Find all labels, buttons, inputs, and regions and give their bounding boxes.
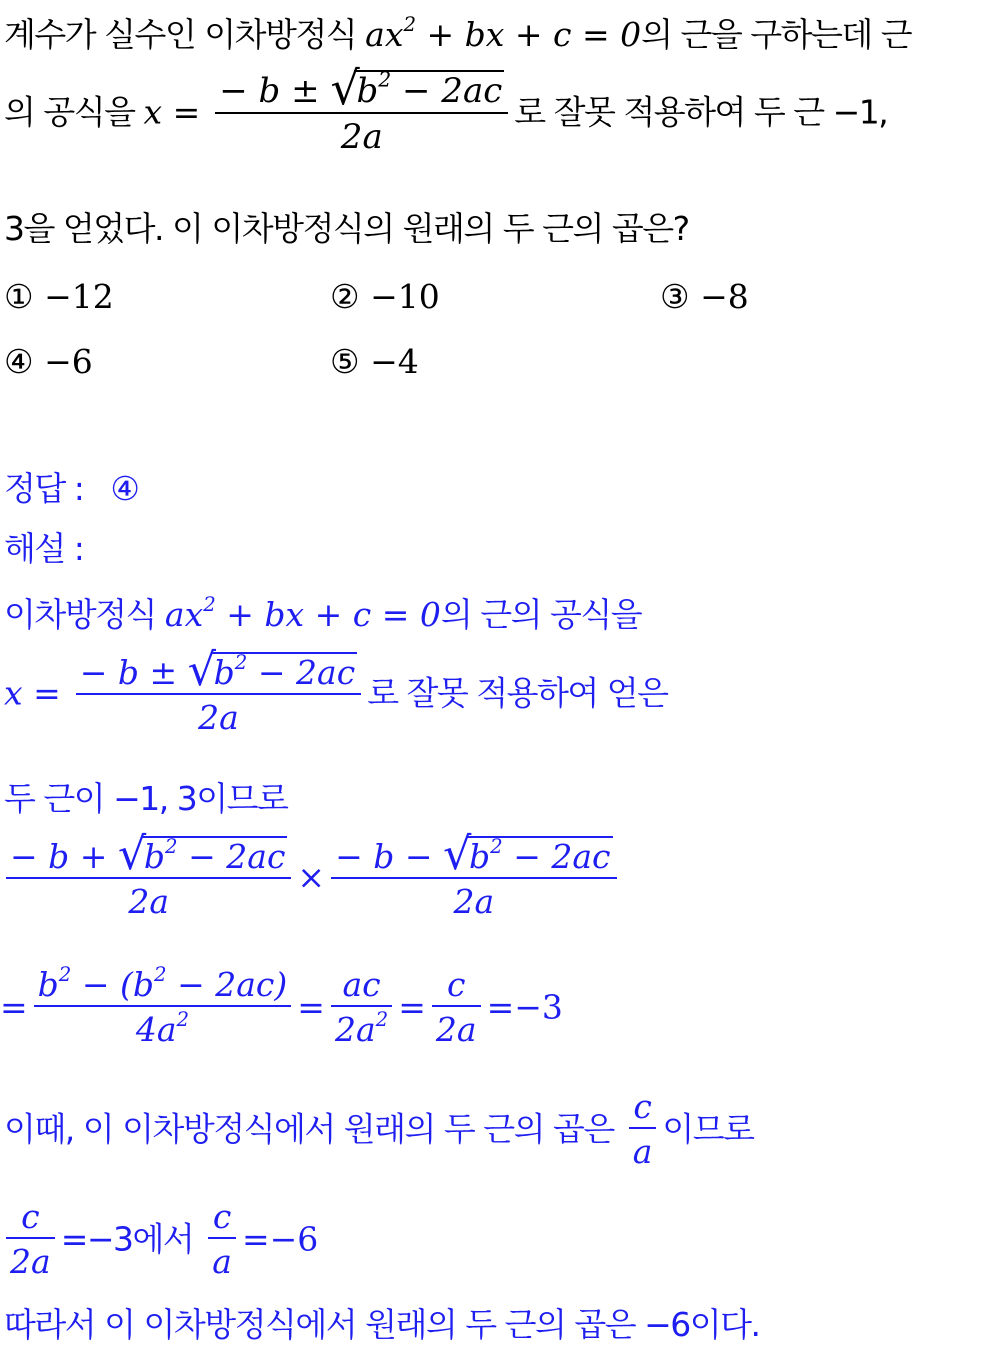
- explanation-step-1: 이차방정식 $ax^2$ + bx + c = 0의 근의 공식을: [4, 593, 642, 634]
- quadratic-equation: $ax^2$ + bx + c = 0: [164, 593, 441, 634]
- explanation-step-5: 이때, 이 이차방정식에서 원래의 두 근의 곱은 $\frac{c}{a}$ 이므로: [4, 1087, 754, 1171]
- wrong-formula-fraction: − b ± √ $b^2 - 2ac$ 2a: [76, 652, 361, 734]
- answer-label: 정답 :: [4, 469, 84, 508]
- answer-line: [4, 469, 139, 508]
- var-x: x =: [143, 92, 201, 132]
- problem-text-1: 계수가 실수인 이차방정식: [4, 15, 366, 54]
- root-plus-fraction: − b + √ $b^2 - 2ac$ 2a: [6, 836, 291, 918]
- explanation-label: 해설 :: [4, 529, 84, 568]
- choice-2[interactable]: ② −10: [330, 277, 440, 316]
- choice-5[interactable]: ⑤ −4: [330, 342, 419, 381]
- choice-4[interactable]: ④ −6: [4, 342, 93, 381]
- problem-text-2b: 로 잘못 적용하여 두 근 −1,: [514, 92, 888, 132]
- problem-line-3: 3을 얻었다. 이 이차방정식의 원래의 두 근의 곱은?: [4, 209, 689, 248]
- times-sign: ×: [297, 857, 326, 897]
- root-minus-fraction: − b − √ $b^2 - 2ac$ 2a: [331, 836, 616, 918]
- problem-line-2: [4, 61, 888, 157]
- quadratic-equation: $ax^2$ + bx + c = 0: [365, 13, 642, 54]
- problem-line-1: [4, 13, 912, 54]
- explanation-conclusion: 따라서 이 이차방정식에서 원래의 두 근의 곱은 −6이다.: [4, 1305, 760, 1344]
- explanation-step-2: x = − b ± √ $b^2 - 2ac$ 2a 로 잘못 적용하여 얻은: [4, 644, 668, 737]
- choice-1[interactable]: ① −12: [4, 277, 114, 316]
- explanation-step-3: 두 근이 −1, 3이므로: [4, 779, 288, 818]
- problem-text-2: 의 공식을: [4, 92, 144, 132]
- answer-value: ④: [110, 469, 139, 508]
- choice-3[interactable]: ③ −8: [660, 277, 749, 316]
- wrong-formula-fraction: − b ± √ $b^2 - 2ac$ 2a: [215, 70, 508, 154]
- explanation-step-6: $\frac{c}{2a}$ =−3에서 $\frac{c}{a}$ =−6: [0, 1200, 318, 1278]
- problem-text-1b: 의 근을 구하는데 근: [641, 15, 912, 54]
- explanation-simplify: = $\frac{b^2 - (b^2 - 2ac)}{4a^2}$ = $\frac{ac}{2a^2}$ = $\frac{c}{2a}$ =−3: [0, 963, 563, 1049]
- explanation-product: [0, 828, 623, 921]
